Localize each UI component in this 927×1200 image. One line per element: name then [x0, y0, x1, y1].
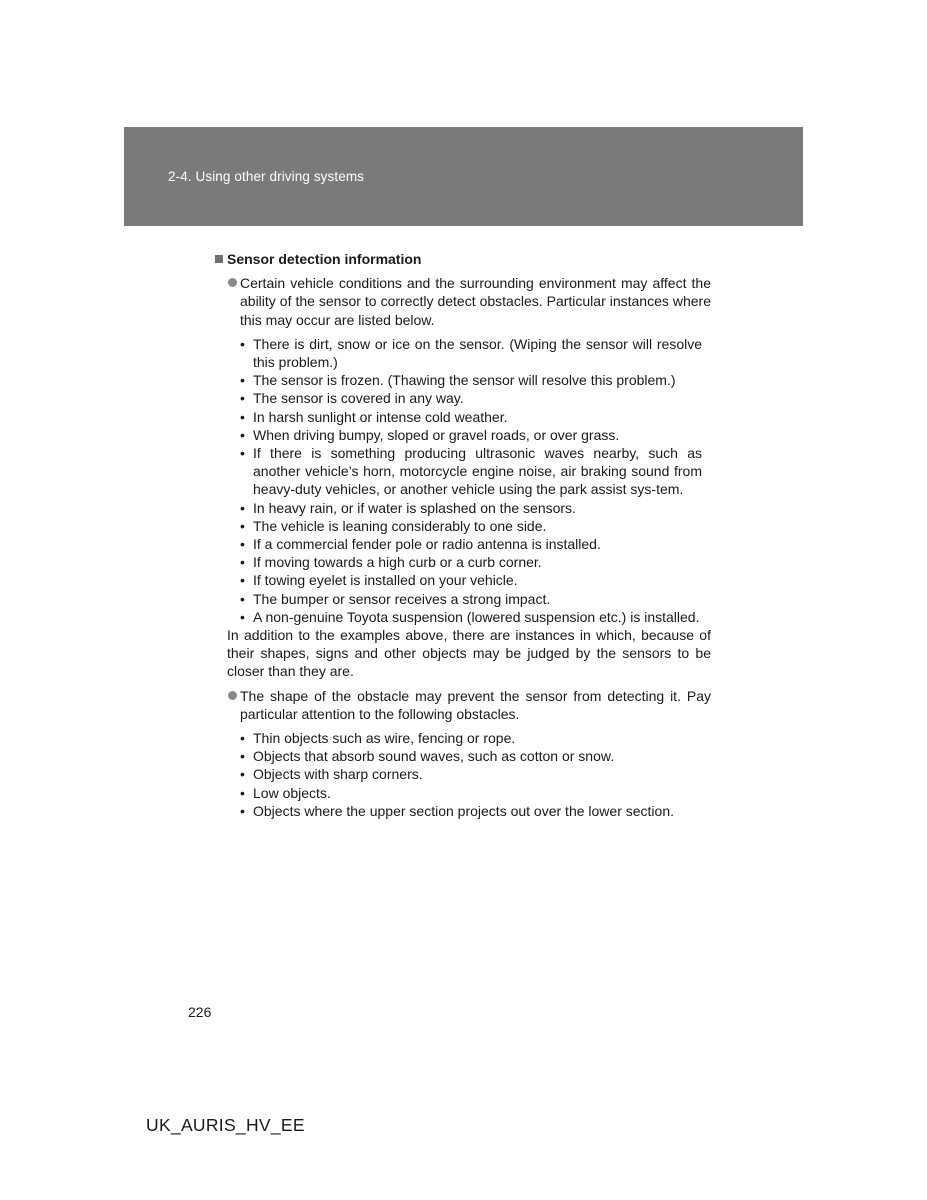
- bullet-icon: •: [240, 517, 245, 534]
- page-number: 226: [188, 1004, 212, 1020]
- bullet-icon: •: [240, 572, 245, 589]
- bullet-icon: •: [240, 536, 245, 553]
- list-item-text: If there is something producing ultrasonic waves nearby, such as another vehicle’s horn, motorcycle engine noise, air braking sound from heavy-duty vehicles, or another vehicle using the park assist sys-tem.: [253, 445, 702, 498]
- bullet-icon: •: [240, 784, 245, 801]
- list-item: [240, 371, 702, 389]
- page-content: [215, 250, 711, 820]
- list-item-text: There is dirt, snow or ice on the sensor. (Wiping the sensor will resolve this problem.): [253, 335, 702, 371]
- circle-icon: [228, 278, 237, 287]
- list-item-text: Objects that absorb sound waves, such as cotton or snow.: [253, 748, 615, 765]
- list-item-text: The vehicle is leaning considerably to one side.: [253, 517, 547, 534]
- bullet-icon: •: [240, 372, 245, 389]
- list-item-text: A non-genuine Toyota suspension (lowered suspension etc.) is installed.: [253, 608, 700, 625]
- list-item: [240, 784, 702, 802]
- list-item: [240, 389, 702, 407]
- list-item: [240, 517, 702, 535]
- bullet-icon: •: [240, 802, 245, 819]
- list-item: [240, 608, 702, 626]
- paragraph-conditions-text: Certain vehicle conditions and the surrounding environment may affect the ability of the sensor to correctly detect obstacles. Particular instances where this may occur are listed below.: [240, 275, 711, 328]
- paragraph-obstacles-text: The shape of the obstacle may prevent the sensor from detecting it. Pay particular attention to the following obstacles.: [240, 687, 711, 722]
- additional-note: In addition to the examples above, there are instances in which, because of their shapes, signs and other objects may be judged by the sensors to be closer than they are.: [227, 627, 711, 680]
- paragraph-obstacles: [215, 687, 711, 723]
- section-heading-text: Sensor detection information: [227, 251, 422, 267]
- list-item: [240, 499, 702, 517]
- list-item: [240, 335, 702, 371]
- list-item-text: When driving bumpy, sloped or gravel roads, or over grass.: [253, 426, 620, 443]
- obstacles-list: [215, 729, 711, 820]
- bullet-icon: •: [240, 445, 245, 462]
- list-item-text: The sensor is frozen. (Thawing the sensor will resolve this problem.): [253, 372, 676, 389]
- list-item: [240, 535, 702, 553]
- list-item: [240, 553, 702, 571]
- list-item-text: If towing eyelet is installed on your vehicle.: [253, 572, 518, 589]
- bullet-icon: •: [240, 748, 245, 765]
- bullet-icon: •: [240, 408, 245, 425]
- document-code: UK_AURIS_HV_EE: [146, 1115, 305, 1135]
- list-item-text: Thin objects such as wire, fencing or rope.: [253, 730, 516, 747]
- list-item: [240, 444, 702, 499]
- square-icon: [215, 255, 223, 263]
- list-item-text: Objects with sharp corners.: [253, 766, 423, 783]
- list-item-text: Objects where the upper section projects out over the lower section.: [253, 802, 674, 819]
- list-item: [240, 802, 702, 820]
- list-item: [240, 426, 702, 444]
- paragraph-conditions: [215, 274, 711, 329]
- list-item-text: Low objects.: [253, 784, 331, 801]
- bullet-icon: •: [240, 554, 245, 571]
- list-item-text: If a commercial fender pole or radio antenna is installed.: [253, 536, 601, 553]
- bullet-icon: •: [240, 499, 245, 516]
- bullet-icon: •: [240, 590, 245, 607]
- list-item: [240, 729, 702, 747]
- section-label: 2-4. Using other driving systems: [168, 169, 365, 184]
- bullet-icon: •: [240, 335, 245, 352]
- list-item-text: If moving towards a high curb or a curb corner.: [253, 554, 542, 571]
- list-item-text: The bumper or sensor receives a strong impact.: [253, 590, 551, 607]
- bullet-icon: •: [240, 766, 245, 783]
- list-item: [240, 747, 702, 765]
- section-heading: [215, 250, 711, 268]
- bullet-icon: •: [240, 730, 245, 747]
- list-item-text: In harsh sunlight or intense cold weather.: [253, 408, 508, 425]
- bullet-icon: •: [240, 608, 245, 625]
- list-item-text: The sensor is covered in any way.: [253, 390, 464, 407]
- header-band: [124, 127, 803, 226]
- circle-icon: [228, 691, 237, 700]
- list-item: [240, 765, 702, 783]
- conditions-list: [215, 335, 711, 626]
- list-item: [240, 408, 702, 426]
- list-item: [240, 590, 702, 608]
- list-item: [240, 571, 702, 589]
- bullet-icon: •: [240, 426, 245, 443]
- list-item-text: In heavy rain, or if water is splashed on the sensors.: [253, 499, 576, 516]
- bullet-icon: •: [240, 390, 245, 407]
